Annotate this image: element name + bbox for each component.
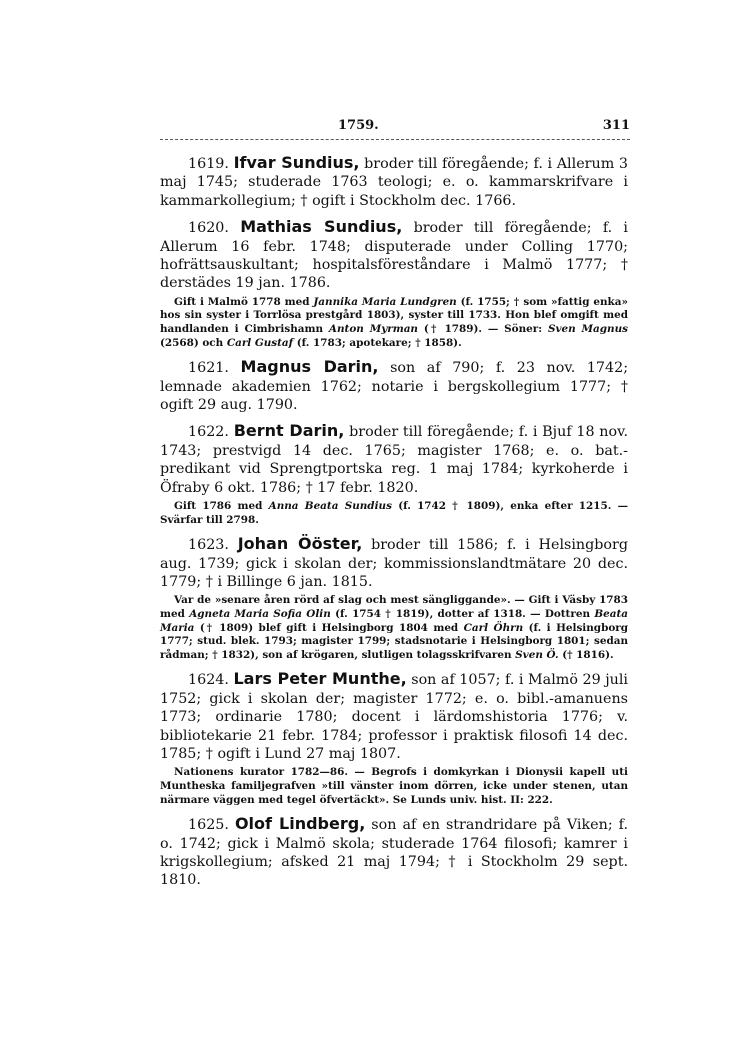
header-year: 1759.	[338, 118, 379, 133]
entry-text	[160, 422, 628, 497]
entry-1623	[160, 535, 628, 662]
entries-list	[160, 154, 628, 898]
person-name: Magnus Darin,	[240, 357, 379, 377]
entry-1622	[160, 422, 628, 527]
entry-text	[160, 670, 628, 763]
entry-1620	[160, 218, 628, 350]
page-header	[160, 118, 630, 138]
entry-body: broder till föregående; f. i Allerum 3 maj 1745; studerade 1763 teologi; e. o. kammarskrifvare i kammarkollegium; † ogift i Stockholm dec. 1766.	[160, 156, 628, 209]
header-rule	[160, 139, 630, 140]
entry-number: 1621.	[188, 360, 229, 377]
person-name: Lars Peter Munthe,	[233, 669, 407, 689]
entry-1624	[160, 670, 628, 807]
entry-number: 1624.	[188, 672, 229, 689]
entry-text	[160, 218, 628, 293]
page-number: 311	[602, 118, 630, 133]
entry-number: 1619.	[188, 156, 229, 172]
entry-text	[160, 815, 628, 890]
entry-body: broder till 1586; f. i Helsingborg aug. 1739; gick i skolan der; kommissionslandtmätare 20 dec. 1779; † i Billinge 6 jan. 1815.	[160, 537, 629, 591]
entry-text	[160, 535, 628, 591]
entry-body: son af 1057; f. i Malmö 29 juli 1752; gick i skolan der; magister 1772; e. o. bibl.-amanuens 1773; ordinarie 1780; docent i lärdomshistoria 1776; v. bibliotekarie 21 febr. 1784; professor i praktisk filosofi 14 dec. 1785; † ogift i Lund 27 maj 1807.	[160, 672, 629, 763]
person-name: Bernt Darin,	[233, 421, 345, 441]
entry-1621	[160, 358, 628, 414]
entry-body: son af 790; f. 23 nov. 1742; lemnade akademien 1762; notarie i bergskollegium 1777; † ogift 29 aug. 1790.	[160, 360, 629, 414]
entry-number: 1622.	[188, 424, 229, 441]
entry-1619	[160, 154, 628, 210]
entry-number: 1620.	[188, 220, 229, 237]
entry-text	[160, 154, 628, 210]
entry-note: Gift 1786 med Anna Beata Sundius (f. 1742 † 1809), enka efter 1215. — Svärfar till 2798.	[160, 500, 628, 526]
person-name: Olof Lindberg,	[234, 814, 366, 834]
entry-1625	[160, 815, 628, 890]
person-name: Mathias Sundius,	[240, 217, 403, 237]
entry-number: 1625.	[188, 817, 229, 834]
entry-body: broder till föregående; f. i Allerum 16 febr. 1748; disputerade under Colling 1770; hofrättsauskultant; hospitalsföreståndare i Malmö 1777; † derstädes 19 jan. 1786.	[160, 220, 628, 292]
person-name: Ifvar Sundius,	[233, 153, 360, 172]
entry-note: Gift i Malmö 1778 med Jannika Maria Lundgren (f. 1755; † som »fattig enka» hos sin syster i Torrlösa prestgård 1803), syster till 1733. Hon blef omgift med handlanden i Cimbrishamn Anton Myrman († 1789). — Söner: Sven Magnus (2568) och Carl Gustaf (f. 1783; apotekare; † 1858).	[160, 295, 628, 349]
entry-body: broder till föregående; f. i Bjuf 18 nov. 1743; prestvigd 14 dec. 1765; magister 1768; e. o. bat.-predikant vid Sprengtportska reg. 1 maj 1784; kyrkoherde i Öfraby 6 okt. 1786; † 17 febr. 1820.	[160, 424, 629, 496]
entry-body: son af en strandridare på Viken; f. o. 1742; gick i Malmö skola; studerade 1764 filosofi; kamrer i krigskollegium; afsked 21 maj 1794; † i Stockholm 29 sept. 1810.	[160, 817, 628, 889]
entry-number: 1623.	[188, 537, 229, 554]
entry-text	[160, 358, 628, 414]
entry-note: Nationens kurator 1782—86. — Begrofs i domkyrkan i Dionysii kapell uti Muntheska familjegrafven »till vänster inom dörren, icke under stenen, utan närmare väggen med tegel öfvertäckt». Se Lunds univ. hist. II: 222.	[160, 766, 628, 806]
entry-note: Var de »senare åren rörd af slag och mest sängliggande». — Gift i Väsby 1783 med Agneta Maria Sofia Olin (f. 1754 † 1819), dotter af 1318. — Dottren Beata Maria († 1809) blef gift i Helsingborg 1804 med Carl Öhrn (f. i Helsingborg 1777; stud. blek. 1793; magister 1799; stadsnotarie i Helsingborg 1801; sedan rådman; † 1832), son af krögaren, slutligen tolagsskrifvaren Sven Ö. († 1816).	[160, 594, 628, 661]
person-name: Johan Ööster,	[237, 534, 363, 554]
